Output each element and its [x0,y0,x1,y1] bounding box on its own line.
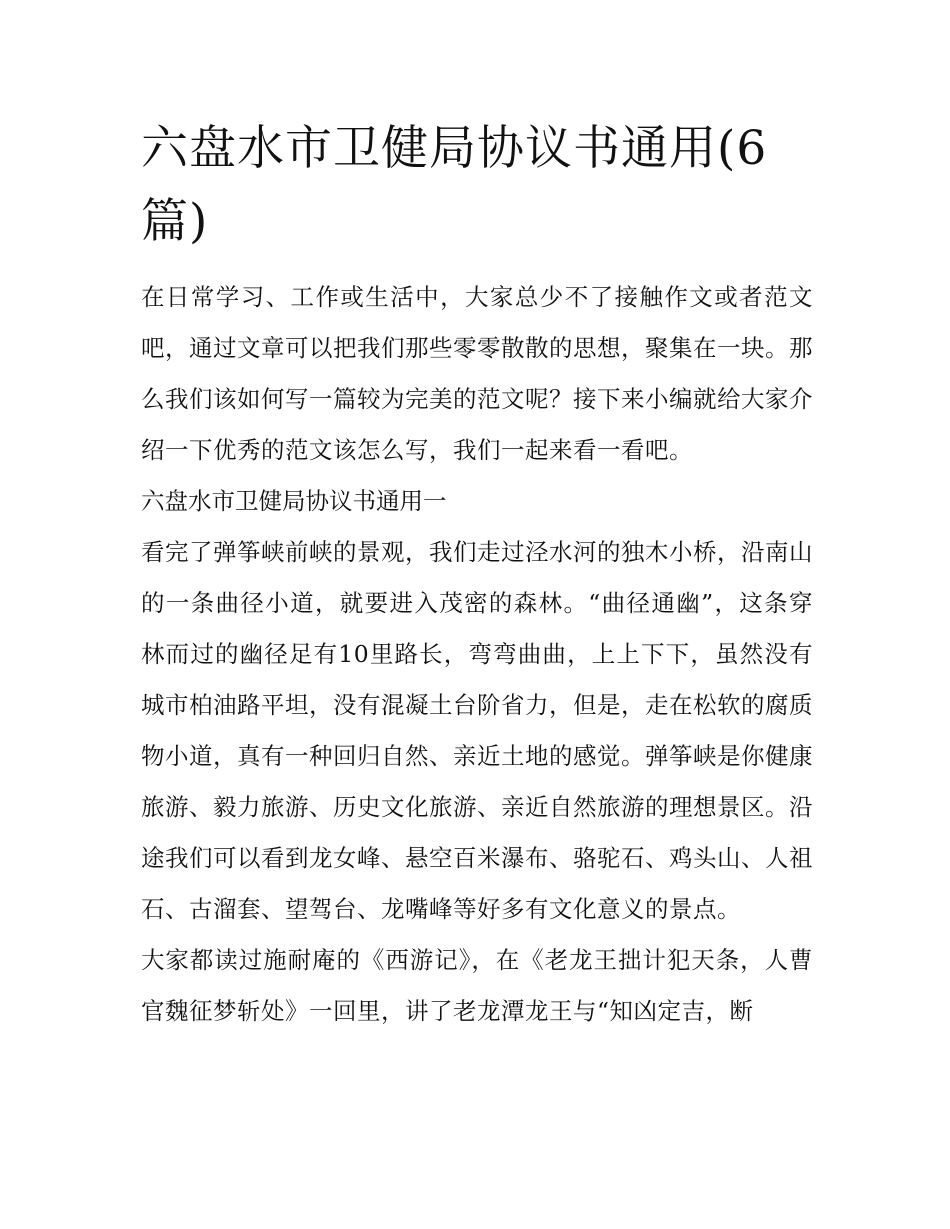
intro-paragraph: 在日常学习、工作或生活中，大家总少不了接触作文或者范文吧，通过文章可以把我们那些零零散散的思想，聚集在一块。那么我们该如何写一篇较为完美的范文呢？接下来小编就给大家介绍一下优秀的范文该怎么写，我们一起来看一看吧。 [141,283,813,464]
document-page [141,112,813,1037]
document-title: 六盘水市卫健局协议书通用(6篇) [141,121,768,249]
body-paragraph-1: 看完了弹筝峡前峡的景观，我们走过泾水河的独木小桥，沿南山的一条曲径小道，就要进入茂密的森林。“曲径通幽”，这条穿林而过的幽径足有10里路长，弯弯曲曲，上上下下，虽然没有城市柏油路平坦，没有混凝土台阶省力，但是，走在松软的腐质物小道，真有一种回归自然、亲近土地的感觉。弹筝峡是你健康旅游、毅力旅游、历史文化旅游、亲近自然旅游的理想景区。沿途我们可以看到龙女峰、悬空百米瀑布、骆驼石、鸡头山、人祖石、古溜套、望驾台、龙嘴峰等好多有文化意义的景点。 [141,538,813,923]
body-paragraph-2: 大家都读过施耐庵的《西游记》，在《老龙王拙计犯天条，人曹官魏征梦斩处》一回里，讲了老龙潭龙王与“知凶定吉，断 [141,946,813,1025]
section-heading: 六盘水市卫健局协议书通用一 [141,487,447,515]
